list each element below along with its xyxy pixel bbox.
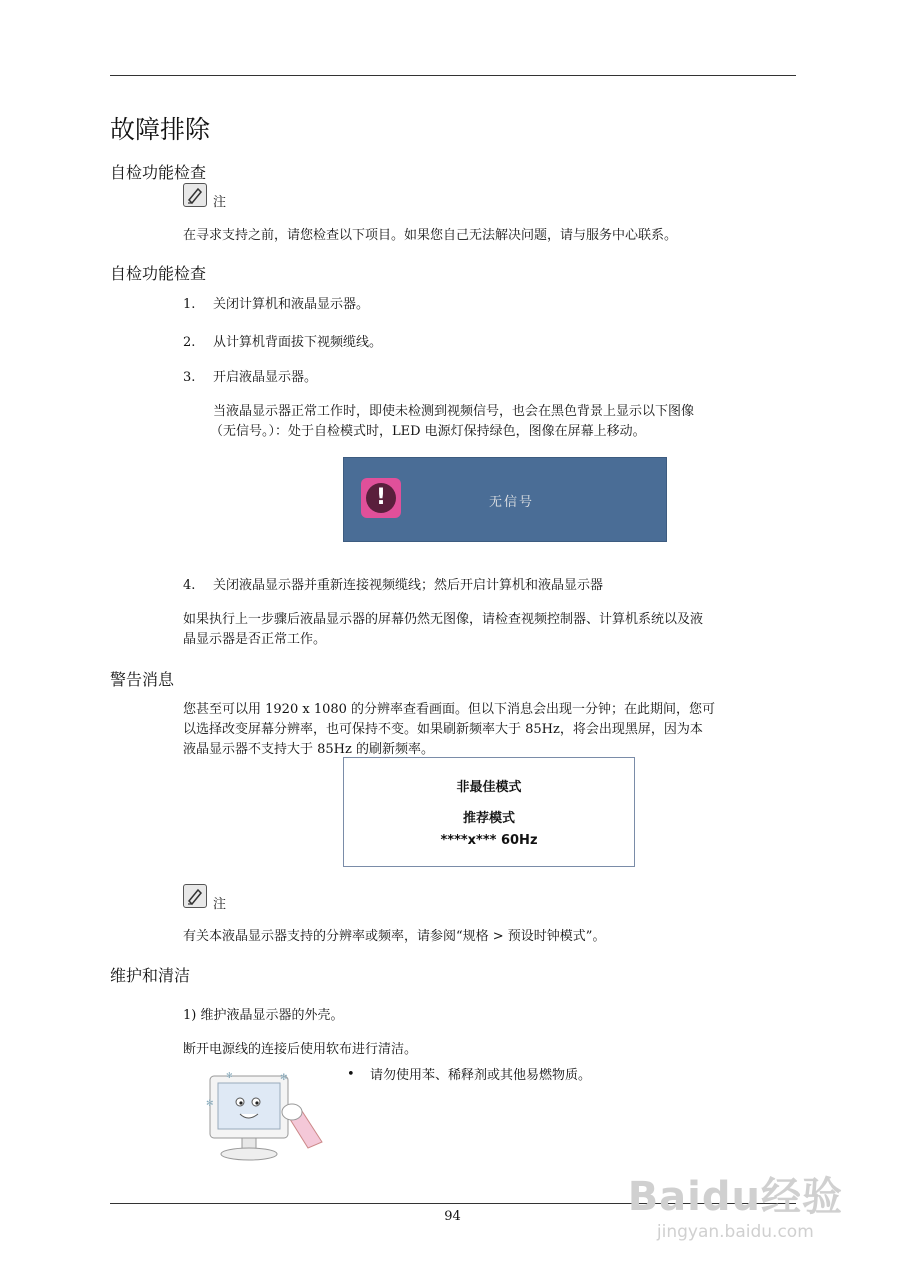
svg-text:✻: ✻ [226,1071,233,1080]
note-icon [183,884,207,908]
mode-message-recommended: 推荐模式 [462,811,515,826]
step-text: 关闭计算机和液晶显示器。 [213,297,370,312]
step-text: 从计算机背面拔下视频缆线。 [213,335,383,350]
mode-message-resolution: ****x*** 60Hz [440,833,538,848]
note-icon [183,183,207,207]
step3-description-cont: （无信号。）：处于自检模式时，LED 电源灯保持绿色，图像在屏幕上移动。 [210,424,646,439]
maintenance-item: 1) 维护液晶显示器的外壳。 [183,1008,344,1023]
mode-message-title: 非最佳模式 [456,780,522,795]
page-title: 故障排除 [110,115,211,144]
non-optimal-mode-message [343,757,635,867]
warning-text-line: 您甚至可以用 1920 x 1080 的分辨率查看画面。但以下消息会出现一分钟；在此期间，您可 [183,702,716,717]
section-heading-maintenance: 维护和清洁 [110,966,191,985]
watermark-url: jingyan.baidu.com [656,1222,814,1242]
followup-text-cont: 晶显示器是否正常工作。 [183,632,327,647]
no-signal-text: 无信号 [489,495,535,510]
maintenance-instruction: 断开电源线的连接后使用软布进行清洁。 [183,1042,418,1057]
no-signal-screen [343,457,667,542]
baidu-watermark [628,1165,843,1242]
warning-icon: ! [361,478,401,518]
bullet-icon: • [347,1067,355,1082]
warning-text-line: 液晶显示器不支持大于 85Hz 的刷新频率。 [183,742,434,757]
svg-text:✻: ✻ [206,1099,214,1109]
step-text: 开启液晶显示器。 [213,370,318,385]
svg-text:✻: ✻ [280,1073,288,1083]
note-text: 有关本液晶显示器支持的分辨率或频率，请参阅“规格 > 预设时钟模式”。 [183,929,606,944]
followup-text: 如果执行上一步骤后液晶显示器的屏幕仍然无图像，请检查视频控制器、计算机系统以及液 [183,612,704,627]
step-text: 关闭液晶显示器并重新连接视频缆线；然后开启计算机和液晶显示器 [213,578,604,593]
page-number: 94 [444,1209,461,1224]
step-number: 2. [183,335,196,350]
step-number: 4. [183,578,196,593]
bullet-text: 请勿使用苯、稀释剂或其他易燃物质。 [370,1068,592,1083]
section-heading-self-test: 自检功能检查 [110,163,207,182]
section-heading-warning: 警告消息 [110,670,175,689]
top-rule [110,75,796,76]
note-label: 注 [213,897,227,912]
note-text: 在寻求支持之前，请您检查以下项目。如果您自己无法解决问题，请与服务中心联系。 [183,228,678,243]
step3-description: 当液晶显示器正常工作时，即使未检测到视频信号，也会在黑色背景上显示以下图像 [213,404,695,419]
step-number: 1. [183,297,196,312]
watermark-brand: Baidu经验 [627,1174,843,1220]
monitor-cleaning-illustration [200,1068,340,1168]
warning-text-line: 以选择改变屏幕分辨率，也可保持不变。如果刷新频率大于 85Hz，将会出现黑屏，因为本 [183,722,703,737]
section-heading-self-test-2: 自检功能检查 [110,264,207,283]
step-number: 3. [183,370,196,385]
note-label: 注 [213,195,227,210]
